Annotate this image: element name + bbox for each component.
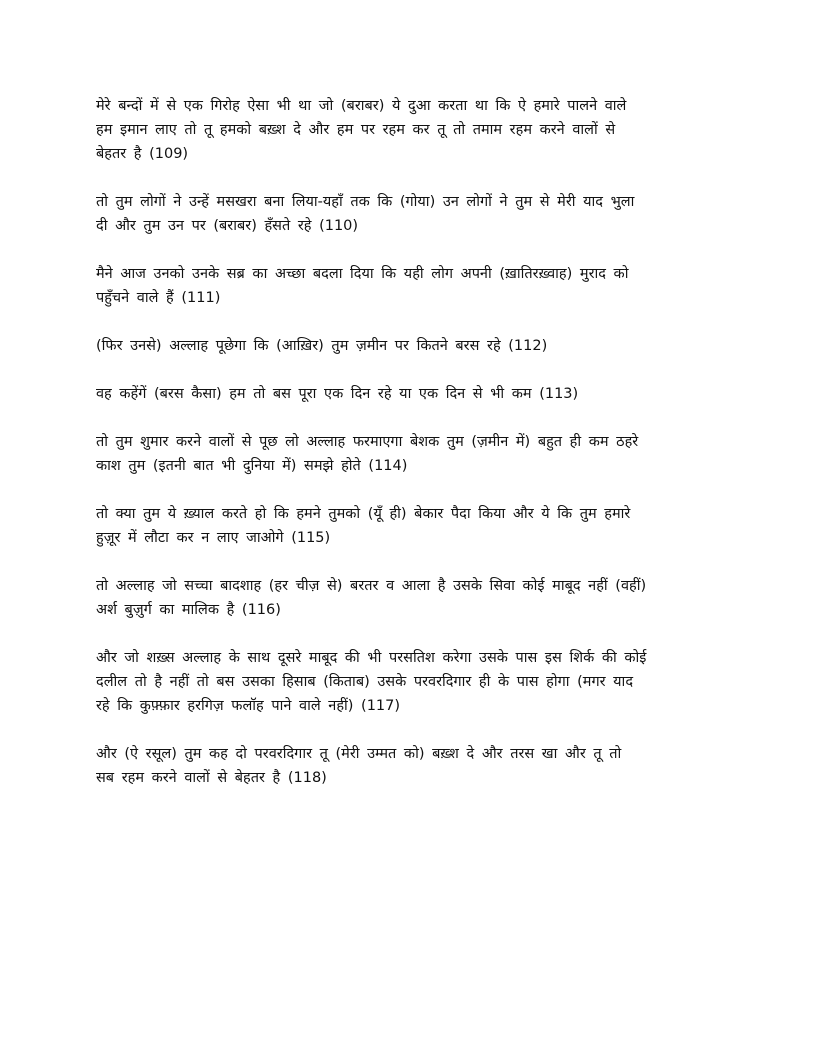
verse-line: पहुँचने वाले हैं (111) bbox=[96, 290, 221, 306]
verse-line: दी और तुम उन पर (बराबर) हँसते रहे (110) bbox=[96, 218, 359, 234]
verse-118 bbox=[96, 742, 720, 790]
document-page bbox=[96, 94, 720, 814]
verse-line: काश तुम (इतनी बात भी दुनिया में) समझे होते (114) bbox=[96, 458, 408, 474]
verse-116 bbox=[96, 574, 720, 622]
verse-line: मैने आज उनको उनके सब्र का अच्छा बदला दिया कि यही लोग अपनी (ख़ातिरख़्वाह) मुराद को bbox=[96, 266, 629, 282]
verse-117 bbox=[96, 646, 720, 718]
verse-line: हुज़ूर में लौटा कर न लाए जाओगे (115) bbox=[96, 530, 331, 546]
verse-114 bbox=[96, 430, 720, 478]
verse-109 bbox=[96, 94, 720, 166]
verse-110 bbox=[96, 190, 720, 238]
verse-line: तो तुम शुमार करने वालों से पूछ लो अल्लाह फरमाएगा बेशक तुम (ज़मीन में) बहुत ही कम ठहरे bbox=[96, 434, 639, 450]
verse-111 bbox=[96, 262, 720, 310]
verse-line: मेरे बन्दों में से एक गिरोह ऐसा भी था जो (बराबर) ये दुआ करता था कि ऐ हमारे पालने वाले bbox=[96, 98, 627, 114]
verse-line: और (ऐ रसूल) तुम कह दो परवरदिगार तू (मेरी उम्मत को) बख़्श दे और तरस खा और तू तो bbox=[96, 746, 622, 762]
verse-line: रहे कि कुफ़्फ़ार हरगिज़ फलॉह पाने वाले नहीं) (117) bbox=[96, 698, 401, 714]
verse-113 bbox=[96, 382, 720, 406]
verse-line: हम इमान लाए तो तू हमको बख़्श दे और हम पर रहम कर तू तो तमाम रहम करने वालों से bbox=[96, 122, 616, 138]
verse-line: तो तुम लोगों ने उन्हें मसखरा बना लिया-यहाँ तक कि (गोया) उन लोगों ने तुम से मेरी याद भुला bbox=[96, 194, 635, 210]
verse-line: (फिर उनसे) अल्लाह पूछेगा कि (आख़िर) तुम ज़मीन पर कितने बरस रहे (112) bbox=[96, 338, 548, 354]
verse-line: तो क्या तुम ये ख़्याल करते हो कि हमने तुमको (यूँ ही) बेकार पैदा किया और ये कि तुम हमारे bbox=[96, 506, 631, 522]
verse-line: सब रहम करने वालों से बेहतर है (118) bbox=[96, 770, 327, 786]
verse-line: तो अल्लाह जो सच्चा बादशाह (हर चीज़ से) बरतर व आला है उसके सिवा कोई माबूद नहीं (वहीं) bbox=[96, 578, 647, 594]
verse-line: दलील तो है नहीं तो बस उसका हिसाब (किताब) उसके परवरदिगार ही के पास होगा (मगर याद bbox=[96, 674, 634, 690]
verse-line: और जो शख़्स अल्लाह के साथ दूसरे माबूद की भी परसतिश करेगा उसके पास इस शिर्क की कोई bbox=[96, 650, 647, 666]
verse-112 bbox=[96, 334, 720, 358]
verse-line: अर्श बुज़ुर्ग का मालिक है (116) bbox=[96, 602, 281, 618]
verse-line: वह कहेंगें (बरस कैसा) हम तो बस पूरा एक दिन रहे या एक दिन से भी कम (113) bbox=[96, 386, 579, 402]
verse-115 bbox=[96, 502, 720, 550]
verse-line: बेहतर है (109) bbox=[96, 146, 189, 162]
